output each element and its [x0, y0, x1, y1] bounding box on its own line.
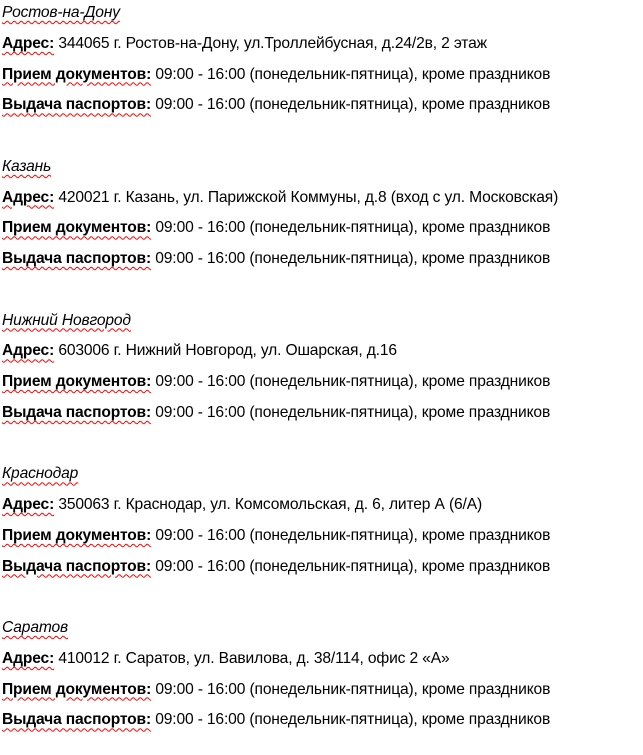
issue-value: 09:00 - 16:00 (понедельник-пятница), кроме праздников	[155, 250, 551, 267]
issue-hours-line	[2, 554, 642, 585]
city-heading	[2, 0, 642, 31]
address-label: Адрес:	[2, 496, 55, 513]
office-kazan	[2, 154, 642, 308]
intake-value: 09:00 - 16:00 (понедельник-пятница), кроме праздников	[155, 219, 551, 237]
city-name: Ростов-на-Дону	[2, 4, 120, 21]
city-heading	[2, 308, 642, 339]
address-line	[2, 338, 642, 369]
intake-hours-line	[2, 369, 642, 400]
address-value: 350063 г. Краснодар, ул. Комсомольская, д. 6, литер А (6/А)	[58, 496, 482, 513]
paragraph-spacer	[2, 431, 642, 462]
issue-hours-line	[2, 707, 642, 738]
office-nizhny-novgorod	[2, 308, 642, 462]
city-heading	[2, 461, 642, 492]
paragraph-spacer	[2, 277, 642, 308]
city-name: Казань	[2, 157, 52, 175]
address-line	[2, 185, 642, 216]
issue-value: 09:00 - 16:00 (понедельник-пятница), кроме праздников	[155, 403, 551, 421]
issue-label: Выдача паспортов:	[2, 557, 152, 575]
issue-hours-line	[2, 92, 642, 123]
intake-value: 09:00 - 16:00 (понедельник-пятница), кроме праздников	[155, 373, 551, 390]
address-label: Адрес:	[2, 34, 55, 52]
city-name: Нижний Новгород	[2, 311, 131, 329]
issue-value: 09:00 - 16:00 (понедельник-пятница), кроме праздников	[155, 711, 551, 729]
intake-label: Прием документов:	[2, 219, 152, 237]
address-value: 410012 г. Саратов, ул. Вавилова, д. 38/114, офис 2 «А»	[58, 649, 450, 667]
paragraph-spacer	[2, 123, 642, 154]
issue-label: Выдача паспортов:	[2, 96, 152, 114]
paragraph-spacer	[2, 584, 642, 615]
address-value: 603006 г. Нижний Новгород, ул. Ошарская, д.16	[58, 342, 397, 360]
city-name: Саратов	[2, 619, 69, 636]
issue-label: Выдача паспортов:	[2, 403, 152, 421]
office-rostov	[2, 0, 642, 154]
office-saratov	[2, 615, 642, 738]
intake-value: 09:00 - 16:00 (понедельник-пятница), кроме праздников	[155, 65, 551, 83]
issue-hours-line	[2, 400, 642, 431]
intake-value: 09:00 - 16:00 (понедельник-пятница), кроме праздников	[155, 526, 551, 544]
address-line	[2, 646, 642, 677]
intake-label: Прием документов:	[2, 65, 152, 83]
issue-label: Выдача паспортов:	[2, 250, 152, 267]
address-value: 420021 г. Казань, ул. Парижской Коммуны, д.8 (вход с ул. Московская)	[58, 188, 559, 206]
intake-label: Прием документов:	[2, 373, 152, 390]
address-line	[2, 31, 642, 62]
intake-hours-line	[2, 523, 642, 554]
address-label: Адрес:	[2, 342, 55, 360]
office-krasnodar	[2, 461, 642, 615]
address-value: 344065 г. Ростов-на-Дону, ул.Троллейбусная, д.24/2в, 2 этаж	[58, 34, 487, 52]
address-line	[2, 492, 642, 523]
address-label: Адрес:	[2, 188, 55, 206]
address-label: Адрес:	[2, 649, 55, 667]
intake-hours-line	[2, 677, 642, 708]
city-heading	[2, 154, 642, 185]
issue-value: 09:00 - 16:00 (понедельник-пятница), кроме праздников	[155, 557, 551, 575]
issue-value: 09:00 - 16:00 (понедельник-пятница), кроме праздников	[155, 96, 551, 114]
intake-hours-line	[2, 62, 642, 93]
issue-hours-line	[2, 246, 642, 277]
intake-hours-line	[2, 215, 642, 246]
city-heading	[2, 615, 642, 646]
intake-label: Прием документов:	[2, 680, 152, 698]
city-name: Краснодар	[2, 465, 79, 483]
document-body	[2, 0, 642, 738]
intake-label: Прием документов:	[2, 526, 152, 544]
intake-value: 09:00 - 16:00 (понедельник-пятница), кроме праздников	[155, 680, 551, 698]
issue-label: Выдача паспортов:	[2, 711, 152, 729]
